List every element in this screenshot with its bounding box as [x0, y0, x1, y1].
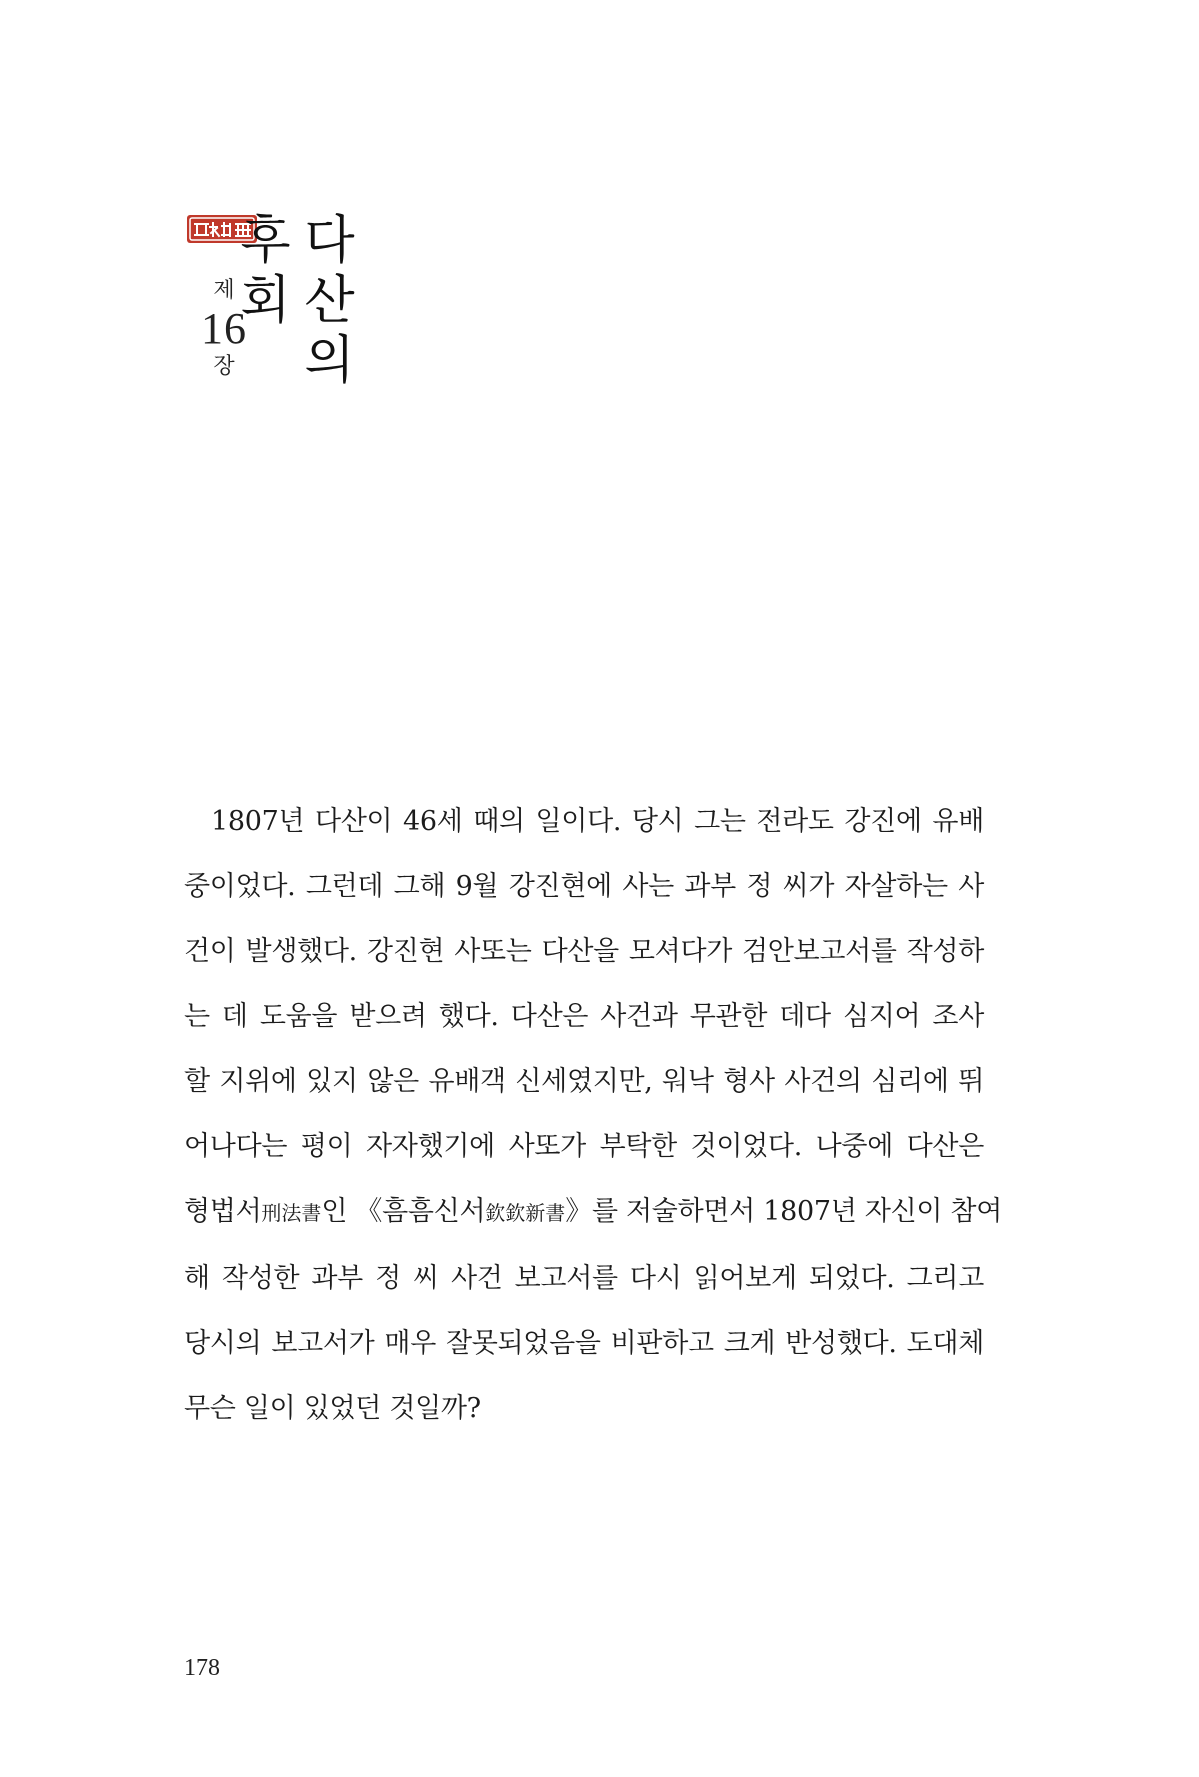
body-line: 무슨 일이 있었던 것일까?: [184, 1393, 481, 1424]
body-line: 당시의 보고서가 매우 잘못되었음을 비판하고 크게 반성했다. 도대체: [184, 1328, 984, 1359]
hanja-annotation: 刑法書: [261, 1201, 322, 1225]
text-fragment: 인 《흠흠신서: [321, 1196, 486, 1227]
body-line-with-hanja: [184, 1179, 1002, 1246]
chapter-prefix: 제: [213, 278, 235, 303]
body-paragraph: [184, 789, 1002, 1441]
page-number: 178: [184, 1655, 220, 1681]
hanja-annotation: 欽欽新書: [485, 1201, 566, 1225]
body-line: 어나다는 평이 자자했기에 사또가 부탁한 것이었다. 나중에 다산은: [184, 1131, 984, 1162]
body-line: 중이었다. 그런데 그해 9월 강진현에 사는 과부 정 씨가 자살하는 사: [184, 871, 984, 902]
body-line: 할 지위에 있지 않은 유배객 신세였지만, 워낙 형사 사건의 심리에 뛰: [184, 1066, 984, 1097]
text-fragment: 형법서: [184, 1196, 262, 1227]
body-line: 는 데 도움을 받으려 했다. 다산은 사건과 무관한 데다 심지어 조사: [184, 1001, 984, 1032]
body-line: 1807년 다산이 46세 때의 일이다. 당시 그는 전라도 강진에 유배: [211, 806, 984, 837]
body-line: 건이 발생했다. 강진현 사또는 다산을 모셔다가 검안보고서를 작성하: [184, 936, 984, 967]
chapter-title: 다산의 후회: [230, 212, 354, 392]
chapter-number: 16: [201, 304, 247, 353]
chapter-suffix: 장: [213, 354, 235, 379]
body-line: 해 작성한 과부 정 씨 사건 보고서를 다시 읽어보게 되었다. 그리고: [184, 1263, 984, 1294]
text-fragment: 》를 저술하면서 1807년 자신이 참여: [565, 1196, 1002, 1227]
